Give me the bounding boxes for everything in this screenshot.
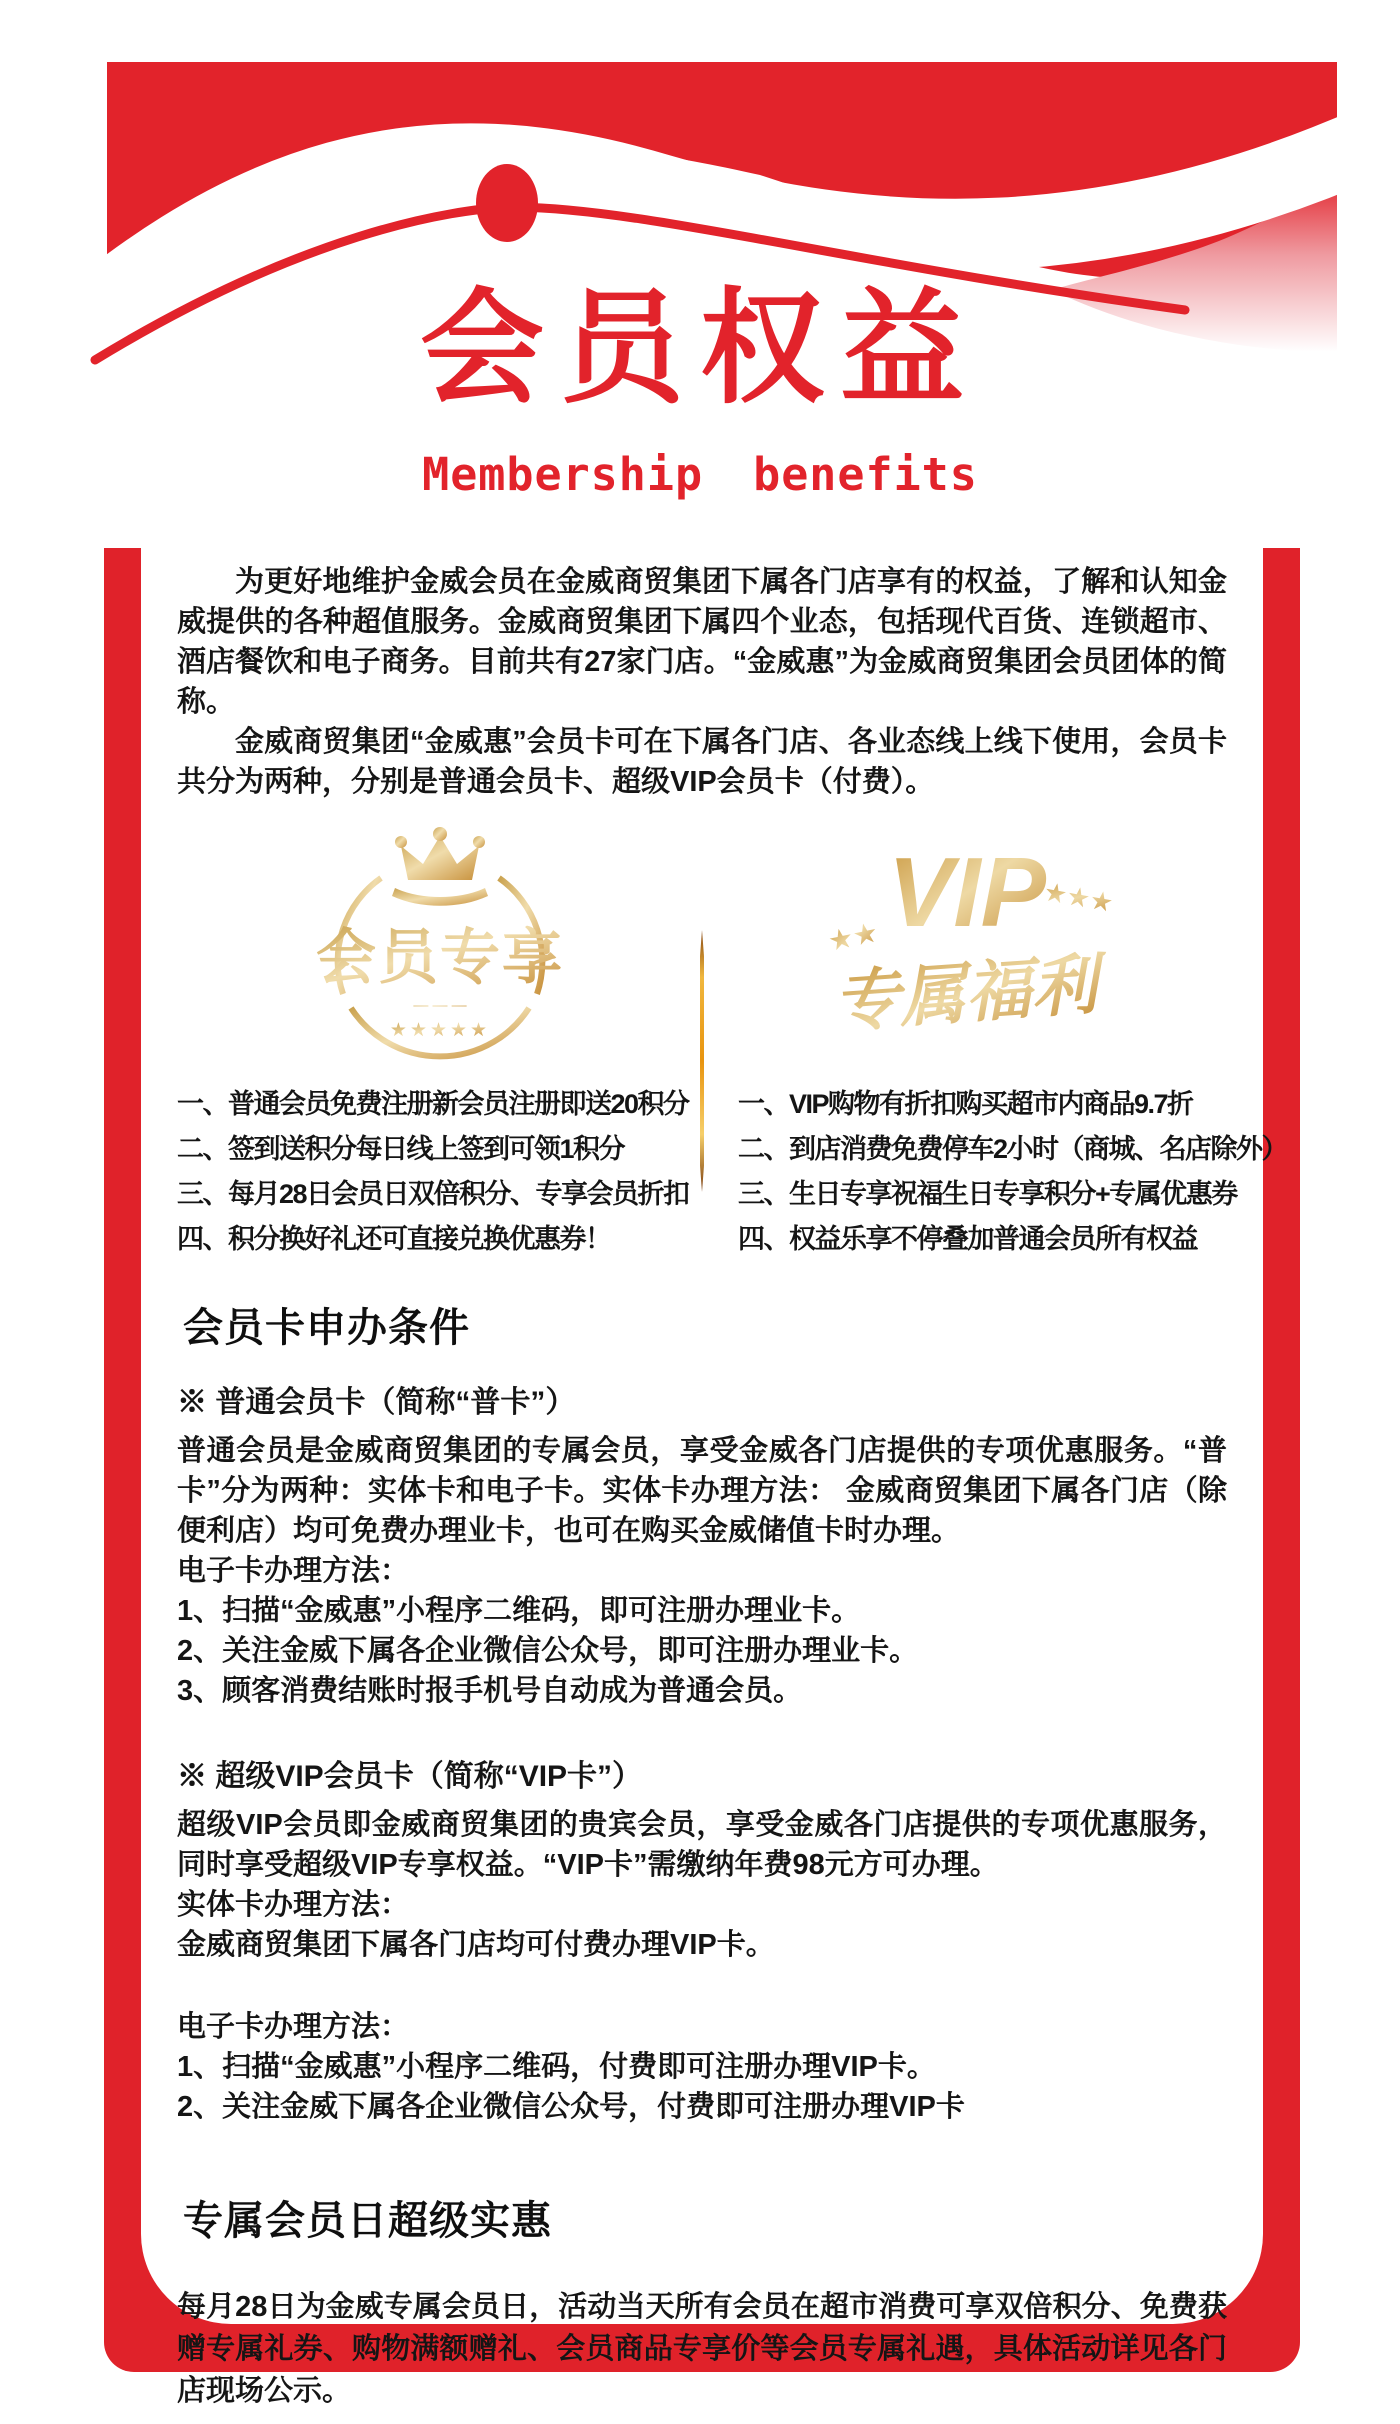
vip-stars-left-icon: ★★ xyxy=(824,916,881,958)
wave-dot xyxy=(476,164,538,242)
content xyxy=(141,548,1288,2407)
member-badge-graphic xyxy=(285,826,595,1064)
vip-physical-desc: 金威商贸集团下属各门店均可付费办理VIP卡。 xyxy=(177,1929,775,1961)
page-subtitle: Membership benefits xyxy=(422,448,978,501)
member-benefit-item: 一、普通会员免费注册新会员注册即送20积分 xyxy=(177,1089,689,1119)
member-benefit-item: 四、积分换好礼还可直接兑换优惠券！ xyxy=(177,1224,611,1254)
vip-stars-right-icon: ★★★ xyxy=(1041,876,1116,918)
crown-icon xyxy=(392,827,488,906)
red-frame xyxy=(104,548,1300,2407)
member-benefit-item: 三、每月28日会员日双倍积分、专享会员折扣 xyxy=(177,1179,689,1209)
regular-ecard-title: 电子卡办理方法： xyxy=(177,1555,410,1587)
vip-badge xyxy=(702,826,1227,1064)
member-benefits-list xyxy=(177,1082,702,1262)
benefits-zone xyxy=(177,826,1288,1262)
section-heading-member-day: 专属会员日超级实惠 xyxy=(183,2199,552,2243)
regular-ecard-step: 3、顾客消费结账时报手机号自动成为普通会员。 xyxy=(177,1675,803,1707)
regular-card-desc: 普通会员是金威商贸集团的专属会员，享受金威各门店提供的专项优惠服务。“普卡”分为两种：实体卡和电子卡。实体卡办理方法： 金威商贸集团下属各门店（除便利店）均可免费办理业卡，也可在购买金威储值卡时办理。 xyxy=(177,1435,1227,1547)
member-benefit-item: 二、签到送积分每日线上签到可领1积分 xyxy=(177,1134,625,1164)
member-badge xyxy=(177,826,702,1064)
vip-benefit-item: 三、生日专享祝福生日专享积分+专属优惠券 xyxy=(738,1179,1237,1209)
vip-badge-graphic xyxy=(795,826,1135,1064)
intro-paragraph-1: 为更好地维护金威会员在金威商贸集团下属各门店享有的权益，了解和认知金威提供的各种超值服务。金威商贸集团下属四个业态，包括现代百货、连锁超市、酒店餐饮和电子商务。目前共有27家门店。“金威惠”为金威商贸集团会员团体的简称。 xyxy=(177,566,1227,718)
regular-card-title: ※ 普通会员卡（简称“普卡”） xyxy=(177,1386,576,1419)
vip-ecard-step: 1、扫描“金威惠”小程序二维码，付费即可注册办理VIP卡。 xyxy=(177,2051,936,2083)
content-panel xyxy=(141,548,1288,2407)
regular-ecard-step: 1、扫描“金威惠”小程序二维码，即可注册办理业卡。 xyxy=(177,1595,861,1627)
vip-benefit-item: 二、到店消费免费停车2小时（商城、名店除外） xyxy=(738,1134,1288,1164)
vip-benefit-item: 四、权益乐享不停叠加普通会员所有权益 xyxy=(738,1224,1197,1254)
gold-divider xyxy=(700,930,704,1192)
page-title: 会员权益 xyxy=(419,280,980,418)
badge-label: 会员专享 xyxy=(315,924,564,991)
intro-paragraph-2: 金威商贸集团“金威惠”会员卡可在下属各门店、各业态线上线下使用，会员卡共分为两种，分别是普通会员卡、超级VIP会员卡（付费）。 xyxy=(177,726,1227,798)
member-day-desc: 每月28日为金威专属会员日，活动当天所有会员在超市消费可享双倍积分、免费获赠专属礼券、购物满额赠礼、会员商品专享价等会员专属礼遇，具体活动详见各门店现场公示。 xyxy=(177,2291,1227,2407)
vip-physical-title: 实体卡办理方法： xyxy=(177,1889,410,1921)
vip-ecard-step: 2、关注金威下属各企业微信公众号，付费即可注册办理VIP卡 xyxy=(177,2091,965,2123)
vip-benefits-list xyxy=(702,1082,1288,1262)
vip-card-title: ※ 超级VIP会员卡（简称“VIP卡”） xyxy=(177,1760,643,1793)
vip-ecard-title: 电子卡办理方法： xyxy=(177,2011,410,2043)
vip-text: VIP xyxy=(887,837,1046,947)
vip-card-desc: 超级VIP会员即金威商贸集团的贵宾会员，享受金威各门店提供的专项优惠服务，同时享受超级VIP专享权益。“VIP卡”需缴纳年费98元方可办理。 xyxy=(177,1809,1227,1881)
badge-stars-icon: ★★★★★ xyxy=(389,1020,490,1041)
section-heading-application: 会员卡申办条件 xyxy=(183,1306,470,1350)
vip-subtext: 专属福利 xyxy=(830,946,1100,1040)
badge-dashes: — — — xyxy=(412,997,467,1014)
vip-benefit-item: 一、VIP购物有折扣购买超市内商品9.7折 xyxy=(738,1089,1193,1119)
regular-ecard-step: 2、关注金威下属各企业微信公众号，即可注册办理业卡。 xyxy=(177,1635,919,1667)
